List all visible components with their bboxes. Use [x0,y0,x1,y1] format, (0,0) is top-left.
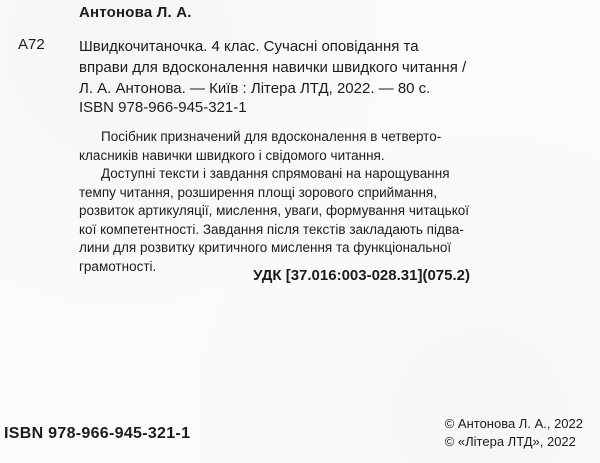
udk-classification: УДК [37.016:003-028.31](075.2) [253,267,470,284]
copyright-publisher: © «Літера ЛТД», 2022 [444,434,576,449]
entry-line: вправи для вдосконалення навички швидкого читання / [79,59,467,76]
annotation-paragraph [79,128,499,165]
annotation-line: грамотності. [79,258,157,274]
isbn-footer: ISBN 978-966-945-321-1 [4,425,191,442]
isbn-number: ISBN 978-966-945-321-1 [79,99,247,116]
copyright-block [445,415,583,451]
annotation-line: лини для розвитку критичного мислення та функціональної [79,240,452,255]
annotation [79,128,499,276]
annotation-line: кої компетентності. Завдання після текстів закладають підва- [79,221,464,237]
annotation-line: Доступні тексти і завдання спрямовані на нарощування [101,166,450,181]
copyright-author: © Антонова Л. А., 2022 [444,416,583,431]
entry-line: Л. А. Антонова. — Київ : Літера ЛТД, 2022. — 80 с. [79,80,431,97]
annotation-line: Посібник призначений для вдосконалення в четверто- [101,129,442,144]
entry-line: Швидкочитаночка. 4 клас. Сучасні оповідання та [79,38,419,55]
annotation-paragraph [79,165,499,276]
annotation-line: класників навички швидкого і свідомого читання. [79,147,385,163]
classification-code: А72 [18,36,45,53]
annotation-line: розвиток артикуляції, мислення, уваги, формування читацької [79,203,470,218]
bibliographic-entry [79,36,479,99]
annotation-line: темпу читання, розширення площі зорового сприймання, [79,184,437,200]
author-name: Антонова Л. А. [79,4,192,21]
